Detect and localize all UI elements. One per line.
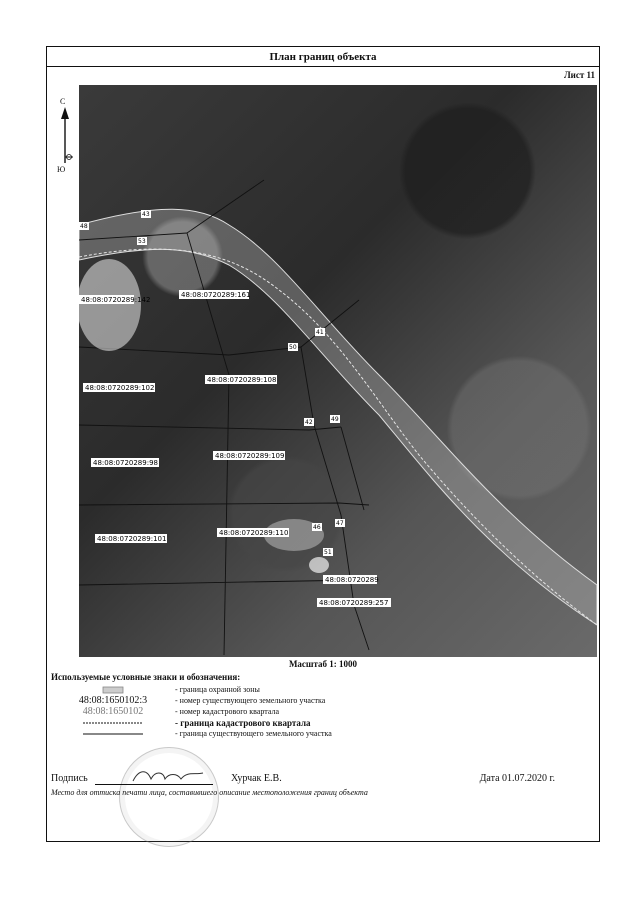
light-patch [309,557,329,573]
parcel-label: 48:08:0720289:108 [207,376,277,384]
point-label: 48 [80,223,88,230]
map-overlay [79,85,597,657]
legend-symbol [51,706,175,717]
parcel-label: 48:08:0720289:161 [181,291,251,299]
point-label: 43 [142,211,150,218]
point-label: 53 [138,238,146,245]
seal-stamp [119,747,219,847]
sheet-number: Лист 11 [563,70,595,80]
parcel-label: 48:08:0720289:101 [97,535,167,543]
legend [51,672,591,739]
legend-item [51,728,591,739]
legend-text: - граница существующего земельного участка [175,729,332,738]
legend-symbol [51,720,175,726]
parcel-label: 48:08:0720289:142 [81,296,151,304]
quarter-number-sample: 48:08:1650102 [82,706,144,717]
parcel-label: 48:08:0720289:98 [93,459,158,467]
point-label: 41 [316,329,324,336]
point-label: 42 [305,419,313,426]
page-title: План границ объекта [47,47,599,67]
signature-block [51,773,591,787]
point-label: 46 [313,524,321,531]
light-patch [79,259,141,351]
legend-symbol [51,686,175,694]
point-label: 51 [324,549,332,556]
point-label: 49 [331,416,339,423]
protection-zone-symbol [102,686,124,694]
legend-symbol [51,695,175,706]
signer-name: Хурчак Е.В. [231,773,282,784]
legend-item [51,684,591,695]
handwritten-signature [129,767,209,785]
parcel-label: 48:08:0720289 [325,576,379,584]
legend-item [51,706,591,717]
document-sheet [46,46,600,842]
quarter-boundary-symbol [83,720,143,726]
south-label: Ю [57,165,66,174]
legend-item [51,695,591,706]
north-arrow [55,97,77,177]
parcel-boundary-symbol [83,731,143,737]
parcel-label: 48:08:0720289:110 [219,529,289,537]
north-label: С [60,97,66,106]
parcel-label: 48:08:0720289:257 [319,599,389,607]
parcel-label: 48:08:0720289:109 [215,452,285,460]
point-label: 50 [289,344,297,351]
point-label: 47 [336,520,344,527]
legend-symbol [51,731,175,737]
parcel-number-sample: 48:08:1650102:3 [78,695,148,706]
legend-item [51,717,591,728]
satellite-map [79,85,597,657]
map-scale: Масштаб 1: 1000 [288,659,358,669]
legend-text: - граница кадастрового квартала [175,717,311,728]
cadastral-quarter-boundary [79,249,597,625]
signature-label: Подпись [51,773,88,784]
legend-text: - номер кадастрового квартала [175,707,280,716]
parcel-label: 48:08:0720289:102 [85,384,155,392]
stamp-note: Место для оттиска печати лица, составившего описание местоположения границ объекта [51,788,368,797]
legend-title: Используемые условные знаки и обозначения: [51,672,241,682]
legend-text: - номер существующего земельного участка [175,696,326,705]
legend-text: - граница охранной зоны [175,685,260,694]
signature-date: Дата 01.07.2020 г. [479,773,555,784]
